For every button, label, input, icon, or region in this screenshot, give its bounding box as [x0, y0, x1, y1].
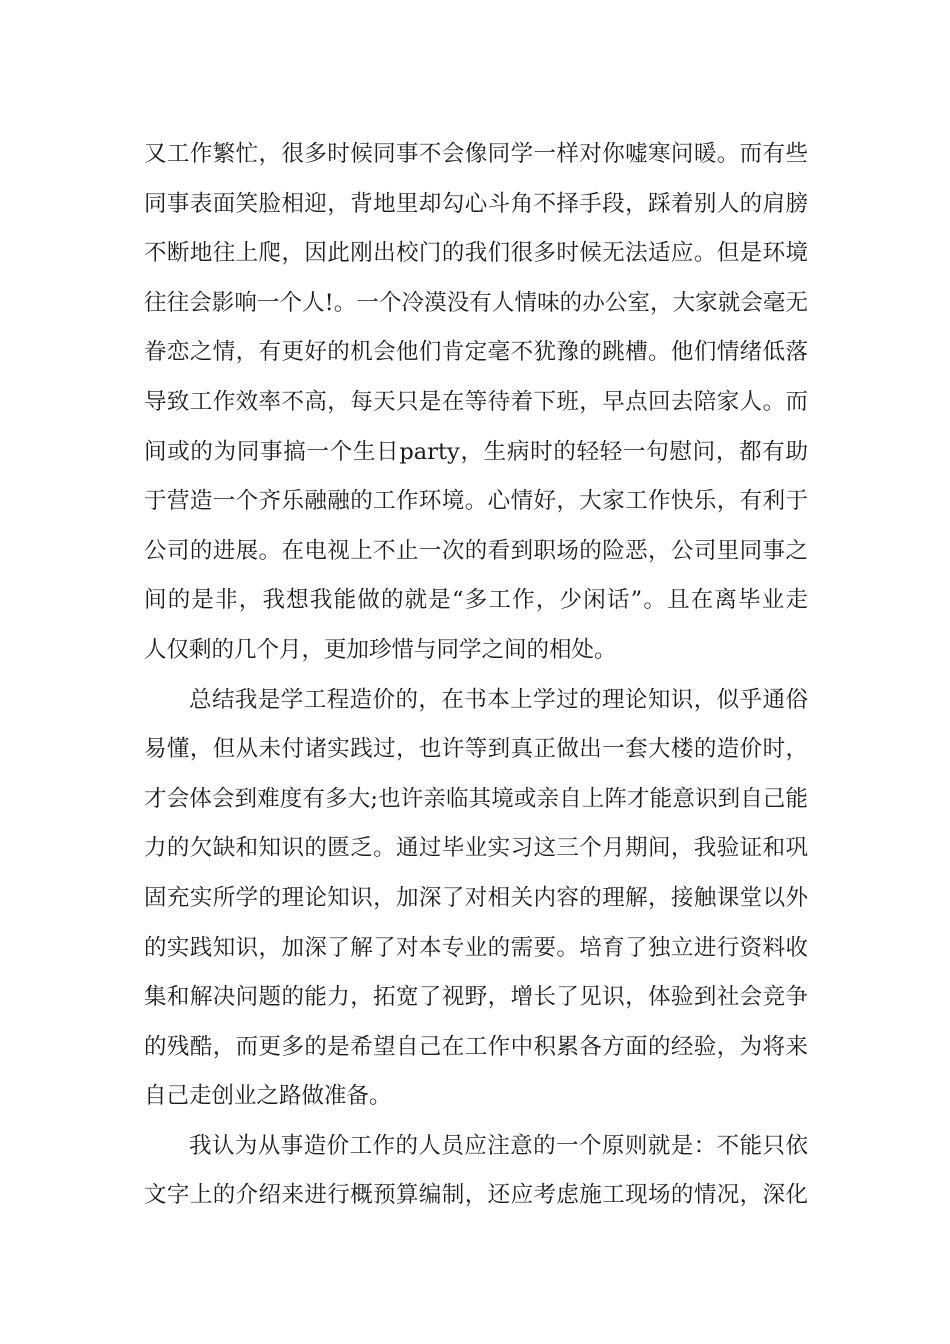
paragraph-2-line-4: 力的欠缺和知识的匮乏。通过毕业实习这三个月期间，我验证和巩	[144, 835, 808, 862]
paragraph-1-line-9: 公司的进展。在电视上不止一次的看到职场的险恶，公司里同事之	[144, 537, 808, 564]
paragraph-1-line-7: 间或的为同事搞一个生日party，生病时的轻轻一句慰问，都有助	[144, 438, 808, 465]
paragraph-1-line-4: 往往会影响一个人!。一个冷漠没有人情味的办公室，大家就会毫无	[144, 289, 808, 316]
paragraph-2-line-3: 才会体会到难度有多大;也许亲临其境或亲自上阵才能意识到自己能	[144, 785, 808, 812]
paragraph-1-line-2: 同事表面笑脸相迎，背地里却勾心斗角不择手段，踩着别人的肩膀	[144, 190, 808, 217]
paragraph-1-line-3: 不断地往上爬，因此刚出校门的我们很多时候无法适应。但是环境	[144, 240, 808, 267]
paragraph-2-line-2: 易懂，但从未付诸实践过，也许等到真正做出一套大楼的造价时，	[144, 736, 808, 763]
paragraph-2-line-9: 自己走创业之路做准备。	[144, 1083, 392, 1110]
paragraph-1-line-5: 眷恋之情，有更好的机会他们肯定毫不犹豫的跳槽。他们情绪低落	[144, 339, 808, 366]
paragraph-1-line-10: 间的是非，我想我能做的就是“多工作，少闲话”。且在离毕业走	[144, 587, 808, 614]
paragraph-1-line-11: 人仅剩的几个月，更加珍惜与同学之间的相处。	[144, 636, 617, 663]
paragraph-3-line-1: 我认为从事造价工作的人员应注意的一个原则就是：不能只依	[189, 1132, 808, 1159]
document-body	[144, 130, 808, 1221]
paragraph-1-line-1: 又工作繁忙，很多时候同事不会像同学一样对你嘘寒问暖。而有些	[144, 141, 808, 167]
paragraph-2-line-5: 固充实所学的理论知识，加深了对相关内容的理解，接触课堂以外	[144, 884, 808, 911]
paragraph-3-line-2: 文字上的介绍来进行概预算编制，还应考虑施工现场的情况，深化	[144, 1182, 808, 1209]
paragraph-2-line-1: 总结我是学工程造价的，在书本上学过的理论知识，似乎通俗	[189, 686, 808, 713]
paragraph-2-line-6: 的实践知识，加深了解了对本专业的需要。培育了独立进行资料收	[144, 934, 808, 961]
paragraph-2-line-7: 集和解决问题的能力，拓宽了视野，增长了见识，体验到社会竞争	[144, 984, 808, 1011]
paragraph-1-line-8: 于营造一个齐乐融融的工作环境。心情好，大家工作快乐，有利于	[144, 488, 808, 515]
paragraph-1-line-6: 导致工作效率不高，每天只是在等待着下班，早点回去陪家人。而	[144, 388, 808, 415]
paragraph-2-line-8: 的残酷，而更多的是希望自己在工作中积累各方面的经验，为将来	[144, 1033, 808, 1060]
